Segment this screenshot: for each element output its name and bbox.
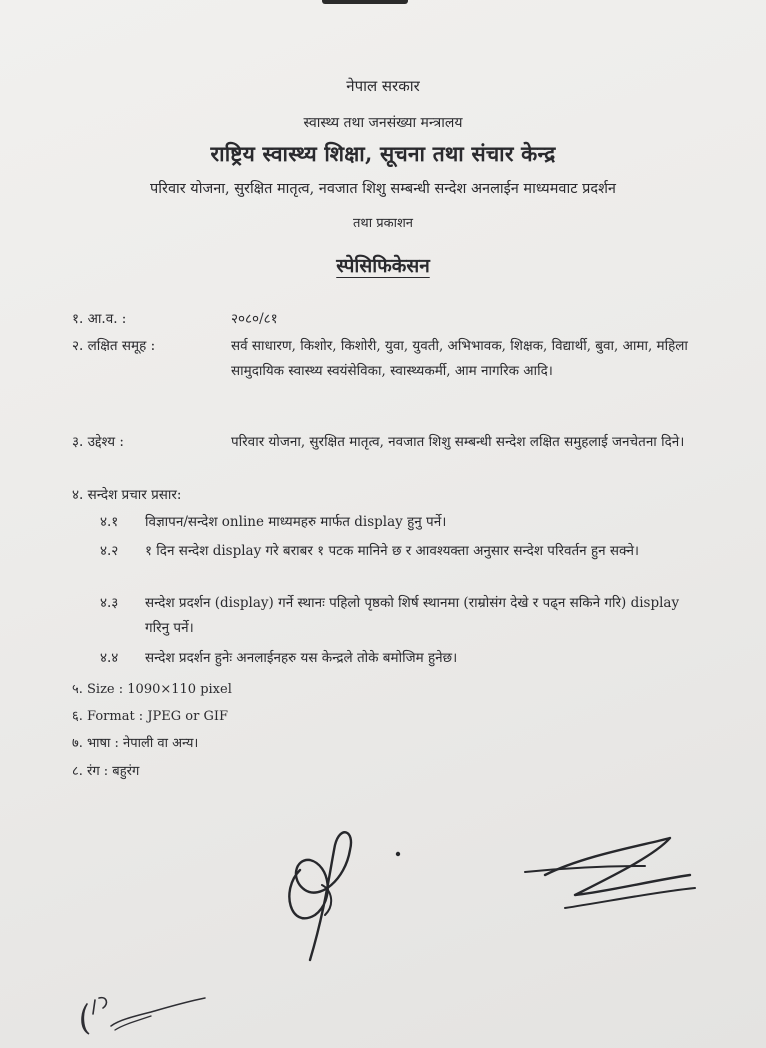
field-value: परिवार योजना, सुरक्षित मातृत्व, नवजात शिशु सम्बन्धी सन्देश लक्षित समुहलाई जनचेतना दिने। bbox=[231, 434, 685, 450]
signature-1 bbox=[270, 820, 420, 980]
field-value: २०८०/८१ bbox=[231, 311, 278, 327]
top-edge-bar bbox=[322, 0, 408, 4]
subject-line-1: परिवार योजना, सुरक्षित मातृत्व, नवजात शिशु सम्बन्धी सन्देश अनलाईन माध्यमवाट प्रदर्शन bbox=[150, 181, 616, 197]
item-number: ४.४ bbox=[100, 650, 119, 666]
page-title: स्पेसिफिकेसन bbox=[336, 255, 430, 277]
item-text: विज्ञापन/सन्देश online माध्यमहरु मार्फत display हुनु पर्ने। bbox=[145, 514, 447, 530]
field-value: सर्व साधारण, किशोर, किशोरी, युवा, युवती, अभिभावक, शिक्षक, विद्यार्थी, बुवा, आमा, महिला सामुदायिक स्वास्थ्य स्वयंसेविका, स्वास्थ्यकर्मी, आम नागरिक आदि। bbox=[231, 338, 688, 379]
item-number: ४.२ bbox=[100, 543, 119, 559]
center-name: राष्ट्रिय स्वास्थ्य शिक्षा, सूचना तथा संचार केन्द्र bbox=[210, 141, 556, 166]
item-number: ४.१ bbox=[100, 514, 119, 530]
spec-color: ८. रंग : बहुरंग bbox=[72, 764, 140, 779]
item-text: सन्देश प्रदर्शन हुनेः अनलाईनहरु यस केन्द्रले तोके बमोजिम हुनेछ। bbox=[145, 650, 458, 666]
government-name: नेपाल सरकार bbox=[346, 77, 420, 95]
initials-signature bbox=[75, 990, 225, 1045]
item-text: सन्देश प्रदर्शन (display) गर्ने स्थानः पहिलो पृष्ठको शिर्ष स्थानमा (राम्रोसंग देखे र पढ्न सकिने गरि) display गरिनु पर्ने। bbox=[145, 595, 680, 636]
spec-size: ५. Size : 1090×110 pixel bbox=[72, 682, 232, 697]
spec-format: ६. Format : JPEG or GIF bbox=[72, 709, 228, 724]
field-label: १. आ.व. : bbox=[72, 311, 127, 327]
field-label: ३. उद्देश्य : bbox=[72, 434, 124, 450]
field-label: २. लक्षित समूह : bbox=[72, 338, 156, 354]
spec-language: ७. भाषा : नेपाली वा अन्य। bbox=[72, 736, 199, 751]
document-page: नेपाल सरकार स्वास्थ्य तथा जनसंख्या मन्त्रालय राष्ट्रिय स्वास्थ्य शिक्षा, सूचना तथा संचार केन्द्र परिवार योजना, सुरक्षित मातृत्व, नवजात शिशु सम्बन्धी सन्देश अनलाईन माध्यमवाट प्रदर्शन तथा प्रकाशन स्पेसिफिकेसन १. आ.व. : २०८०/८१ २. लक्षित समूह : सर्व साधारण, किशोर, किशोरी, युवा, युवती, अभिभावक, शिक्षक, विद्यार्थी, बुवा, आमा, महिला सामुदायिक स्वास्थ्य स्वयंसेविका, स्वास्थ्यकर्मी, आम नागरिक आदि। ३. उद्देश्य : परिवार योजना, सुरक्षित मातृत्व, नवजात शिशु सम्बन्धी सन्देश लक्षित समुहलाई जनचेतना दिने। ४. सन्देश प्रचार प्रसार: ४.१ विज्ञापन/सन्देश online माध्यमहरु मार्फत display हुनु पर्ने। ४.२ १ दिन सन्देश display गरे बराबर १ पटक मानिने छ र आवश्यक्ता अनुसार सन्देश परिवर्तन हुन सक्ने। ४.३ सन्देश प्रदर्शन (display) गर्ने स्थानः पहिलो पृष्ठको शिर्ष स्थानमा (राम्रोसंग देखे र पढ्न सकिने गरि) display गरिनु पर्ने। ४.४ सन्देश प्रदर्शन हुनेः अनलाईनहरु यस केन्द्रले तोके बमोजिम हुनेछ। ५. Size : 1090×110 pixel ६. Format : JPEG or GIF ७. भाषा : नेपाली वा अन्य। ८. रंग : बहुरंग bbox=[0, 0, 766, 1048]
signature-2 bbox=[505, 830, 705, 930]
item-number: ४.३ bbox=[100, 595, 119, 611]
ministry-name: स्वास्थ्य तथा जनसंख्या मन्त्रालय bbox=[303, 115, 463, 131]
subject-line-2: तथा प्रकाशन bbox=[352, 216, 414, 231]
item-text: १ दिन सन्देश display गरे बराबर १ पटक मानिने छ र आवश्यक्ता अनुसार सन्देश परिवर्तन हुन सक्ने। bbox=[145, 543, 640, 559]
